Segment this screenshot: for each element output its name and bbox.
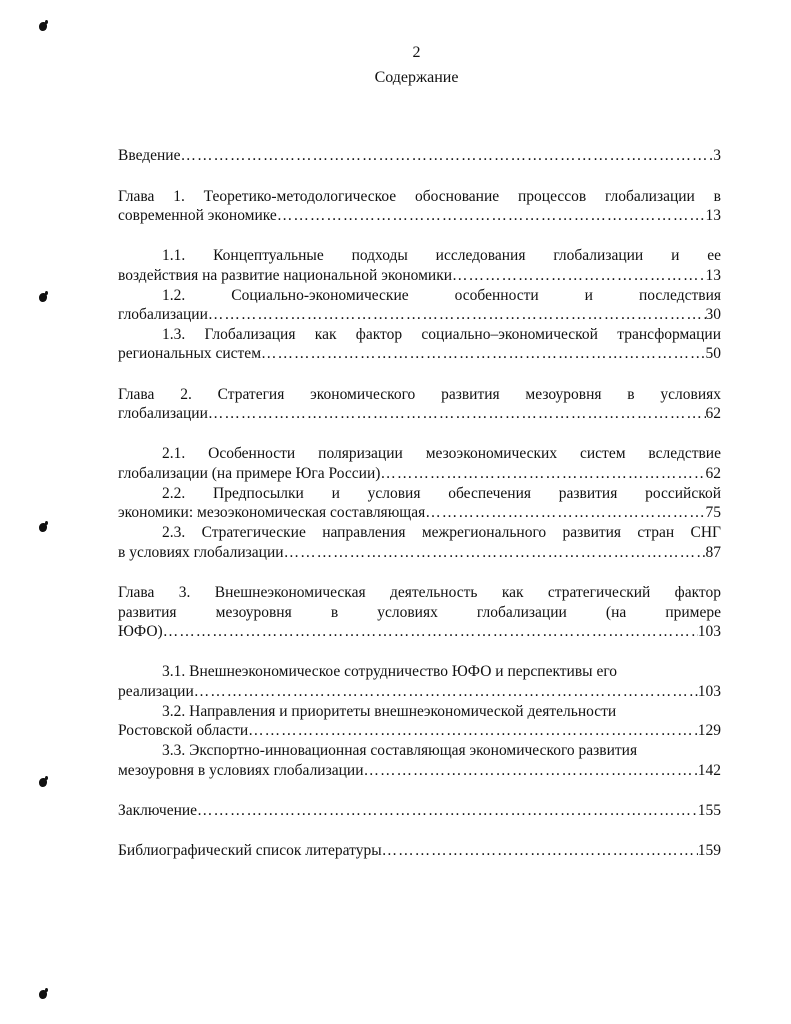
toc-entry-page: 103: [697, 683, 721, 700]
toc-entry-label: воздействия на развитие национальной экономики: [118, 267, 453, 284]
toc-section-2-2-line-2[interactable]: [118, 503, 721, 523]
toc-entry-label: глобализации: [118, 405, 208, 422]
toc-entry-page: 62: [705, 465, 721, 482]
toc-entry-page: 13: [705, 267, 721, 284]
scan-speck-icon: [39, 990, 47, 999]
toc-entry-page: 50: [705, 345, 721, 362]
toc-entry-page: 159: [697, 842, 721, 859]
page-title: Содержание: [374, 69, 459, 86]
toc-entry-page: 30: [705, 306, 721, 323]
toc-entry-label: Библиографический список литературы: [118, 842, 382, 859]
toc-entry-page: 155: [697, 802, 721, 819]
toc-entry-label: глобализации (на примере Юга России): [118, 465, 381, 482]
toc-entry-label: Ростовской области: [118, 722, 249, 739]
toc-entry-label: современной экономике: [118, 207, 277, 224]
toc-section-3-1-line-2[interactable]: [118, 682, 721, 702]
scan-speck-icon: [39, 293, 47, 302]
toc-section-1-1-line-1[interactable]: 1.1. Концептуальные подходы исследования глобализации и ее: [162, 247, 721, 264]
toc-chapter-1-line-2[interactable]: [118, 206, 721, 226]
toc-section-1-2-line-1[interactable]: 1.2. Социально-экономические особенности и последствия: [162, 287, 721, 304]
toc-section-2-1-line-1[interactable]: 2.1. Особенности поляризации мезоэкономических систем вследствие: [162, 445, 721, 462]
scan-speck-icon: [39, 22, 47, 31]
toc-chapter-3-line-1[interactable]: Глава 3. Внешнеэкономическая деятельность как стратегический фактор: [118, 584, 721, 601]
toc-section-3-3-line-2[interactable]: [118, 761, 721, 781]
toc-entry-label: глобализации: [118, 306, 208, 323]
toc-entry-label: региональных систем: [118, 345, 261, 362]
toc-entry-page: 13: [705, 207, 721, 224]
toc-chapter-3-line-2[interactable]: развития мезоуровня в условиях глобализации (на примере: [118, 604, 721, 621]
toc-section-3-1-line-1[interactable]: 3.1. Внешнеэкономическое сотрудничество ЮФО и перспективы его: [162, 663, 618, 680]
page-number: 2: [412, 44, 421, 61]
scan-speck-icon: [39, 778, 47, 787]
toc-section-3-3-line-1[interactable]: 3.3. Экспортно-инновационная составляющая экономического развития: [162, 742, 638, 759]
scan-speck-icon: [39, 523, 47, 532]
toc-section-1-3-line-1[interactable]: 1.3. Глобализация как фактор социально–экономической трансформации: [162, 326, 721, 343]
toc-entry-label: Введение: [118, 147, 181, 164]
toc-entry-bibliography[interactable]: [118, 841, 721, 861]
toc-section-1-1-line-2[interactable]: [118, 266, 721, 286]
toc-section-3-2-line-2[interactable]: [118, 721, 721, 741]
toc-entry-page: 3: [713, 147, 721, 164]
toc-entry-label: реализации: [118, 683, 194, 700]
toc-entry-intro[interactable]: [118, 146, 721, 166]
toc-entry-page: 103: [697, 623, 721, 640]
toc-entry-label: ЮФО): [118, 623, 163, 640]
toc-entry-page: 129: [697, 722, 721, 739]
toc-section-2-3-line-2[interactable]: [118, 543, 721, 563]
toc-section-2-3-line-1[interactable]: 2.3. Стратегические направления межрегионального развития стран СНГ: [162, 524, 721, 541]
toc-section-1-2-line-2[interactable]: [118, 305, 721, 325]
toc-section-2-1-line-2[interactable]: [118, 464, 721, 484]
toc-entry-page: 75: [705, 504, 721, 521]
toc-entry-label: Заключение: [118, 802, 198, 819]
toc-section-2-2-line-1[interactable]: 2.2. Предпосылки и условия обеспечения развития российской: [162, 485, 721, 502]
toc-chapter-1-line-1[interactable]: Глава 1. Теоретико-методологическое обоснование процессов глобализации в: [118, 188, 721, 205]
toc-chapter-2-line-1[interactable]: Глава 2. Стратегия экономического развития мезоуровня в условиях: [118, 386, 721, 403]
toc-section-1-3-line-2[interactable]: [118, 344, 721, 364]
toc-chapter-3-line-3[interactable]: [118, 622, 721, 642]
toc-entry-page: 142: [697, 762, 721, 779]
toc-entry-page: 87: [705, 544, 721, 561]
toc-entry-conclusion[interactable]: [118, 801, 721, 821]
toc-section-3-2-line-1[interactable]: 3.2. Направления и приоритеты внешнеэкономической деятельности: [162, 703, 617, 720]
toc-entry-label: экономики: мезоэкономическая составляющая: [118, 504, 426, 521]
toc-entry-page: 62: [705, 405, 721, 422]
toc-entry-label: в условиях глобализации: [118, 544, 284, 561]
toc-chapter-2-line-2[interactable]: [118, 404, 721, 424]
toc-entry-label: мезоуровня в условиях глобализации: [118, 762, 364, 779]
